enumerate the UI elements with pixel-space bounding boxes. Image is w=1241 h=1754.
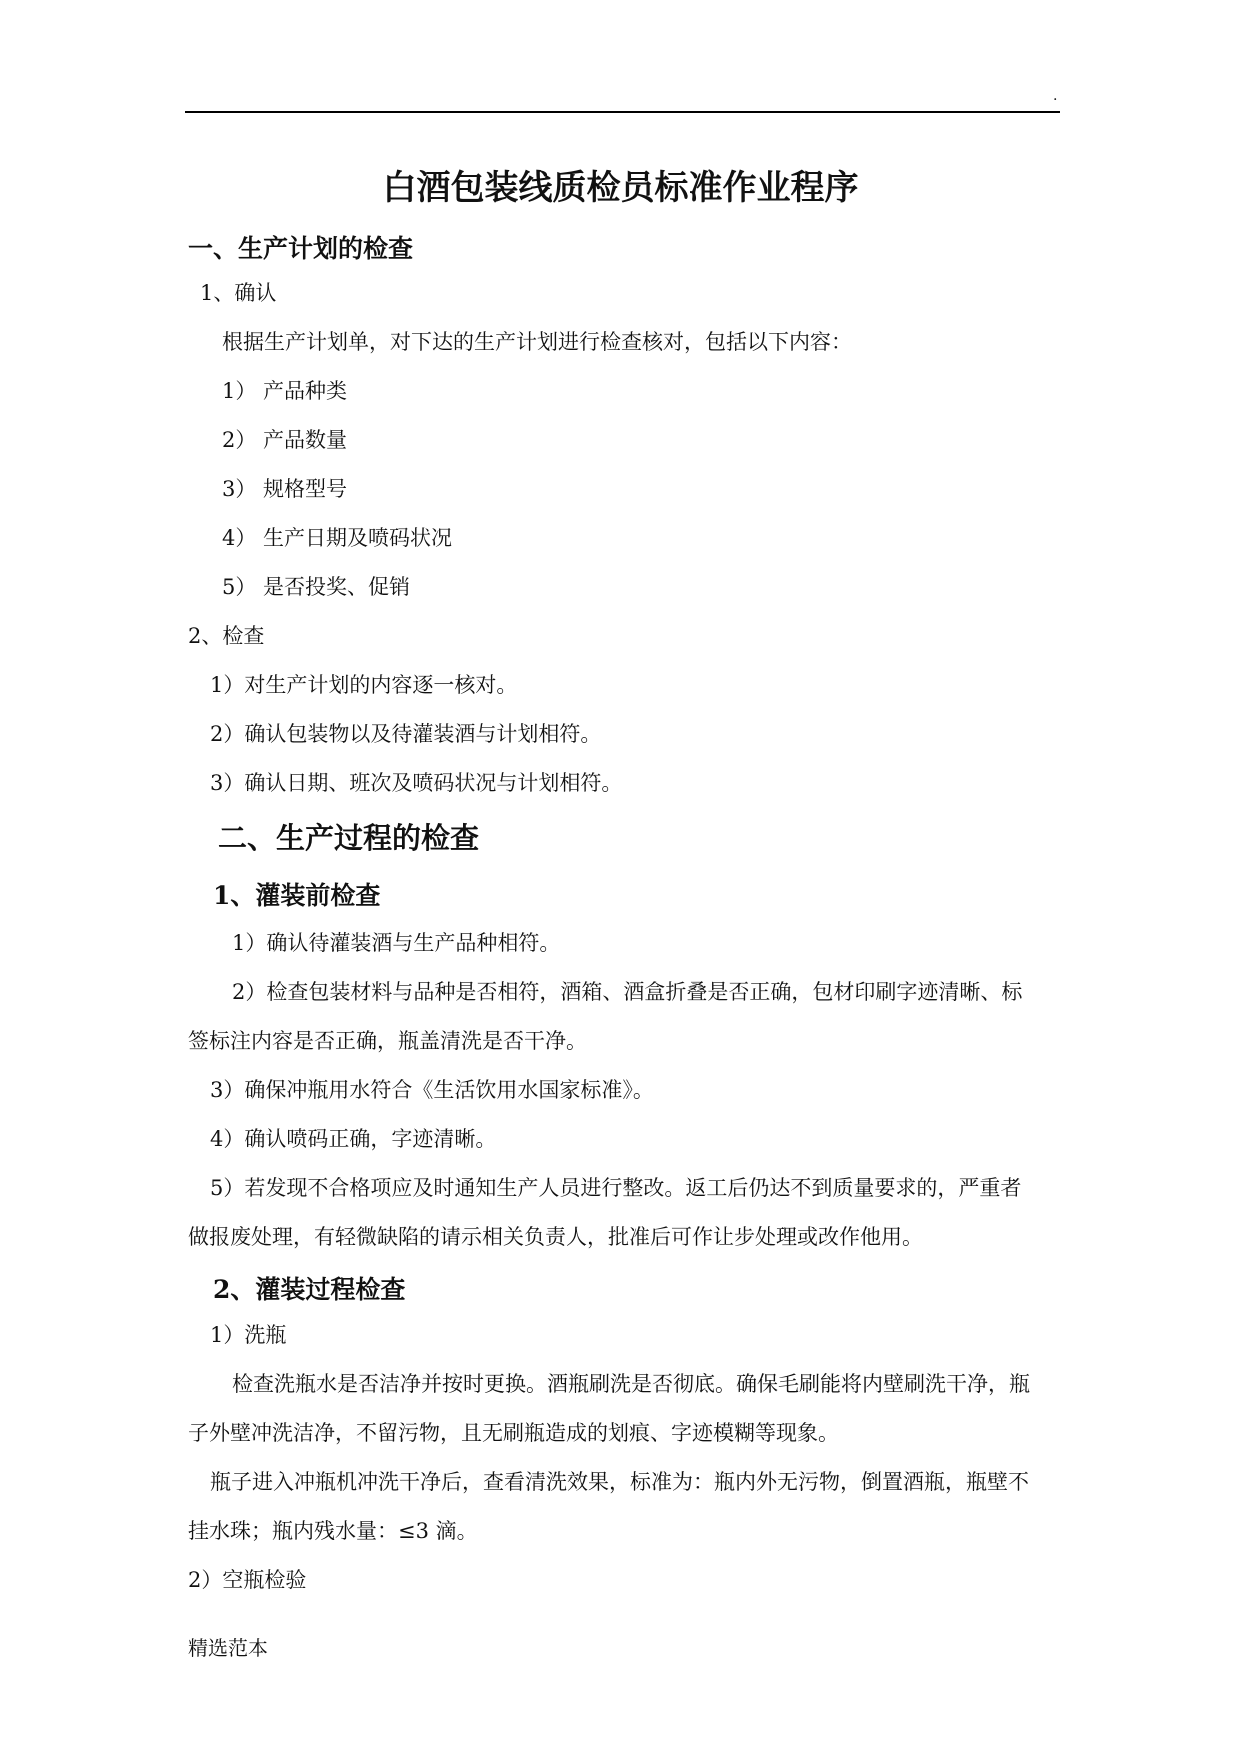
footer-text: 精选范本 (188, 1636, 268, 1660)
check-item: 2）确认包装物以及待灌装酒与计划相符。 (210, 722, 602, 746)
section1-heading: 一、生产计划的检查 (188, 234, 414, 263)
prefill-line: 做报废处理，有轻微缺陷的请示相关负责人，批准后可作让步处理或改作他用。 (188, 1225, 923, 1249)
process-heading: 2、灌装过程检查 (213, 1275, 406, 1304)
confirm-item: 1） 产品种类 (222, 379, 348, 403)
process-line: 2）空瓶检验 (188, 1568, 307, 1592)
header-rule (185, 111, 1060, 113)
prefill-heading: 1、灌装前检查 (213, 881, 381, 910)
prefill-line: 2）检查包装材料与品种是否相符，酒箱、酒盒折叠是否正确，包材印刷字迹清晰、标 (232, 980, 1023, 1004)
prefill-line: 4）确认喷码正确，字迹清晰。 (210, 1127, 497, 1151)
prefill-line: 签标注内容是否正确，瓶盖清洗是否干净。 (188, 1029, 587, 1053)
section2-heading: 二、生产过程的检查 (218, 821, 480, 855)
process-line: 检查洗瓶水是否洁净并按时更换。酒瓶刷洗是否彻底。确保毛刷能将内壁刷洗干净，瓶 (232, 1372, 1030, 1396)
prefill-line: 3）确保冲瓶用水符合《生活饮用水国家标准》。 (210, 1078, 654, 1102)
document-title: 白酒包装线质检员标准作业程序 (382, 168, 859, 208)
header-marker: . (1053, 88, 1058, 104)
process-line: 挂水珠；瓶内残水量：≤3 滴。 (188, 1519, 478, 1543)
prefill-line: 5）若发现不合格项应及时通知生产人员进行整改。返工后仍达不到质量要求的，严重者 (210, 1176, 1022, 1200)
confirm-heading: 1、确认 (200, 281, 277, 305)
process-line: 1）洗瓶 (210, 1323, 287, 1347)
confirm-item: 2） 产品数量 (222, 428, 348, 452)
process-line: 瓶子进入冲瓶机冲洗干净后，查看清洗效果，标准为：瓶内外无污物，倒置酒瓶，瓶壁不 (210, 1470, 1029, 1494)
confirm-item: 5） 是否投奖、促销 (222, 575, 411, 599)
process-line: 子外壁冲洗洁净，不留污物，且无刷瓶造成的划痕、字迹模糊等现象。 (188, 1421, 839, 1445)
prefill-line: 1）确认待灌装酒与生产品种相符。 (232, 931, 561, 955)
confirm-item: 4） 生产日期及喷码状况 (222, 526, 453, 550)
confirm-intro: 根据生产计划单，对下达的生产计划进行检查核对，包括以下内容： (222, 330, 852, 354)
check-heading: 2、检查 (188, 624, 265, 648)
confirm-item: 3） 规格型号 (222, 477, 348, 501)
check-item: 3）确认日期、班次及喷码状况与计划相符。 (210, 771, 623, 795)
check-item: 1）对生产计划的内容逐一核对。 (210, 673, 518, 697)
